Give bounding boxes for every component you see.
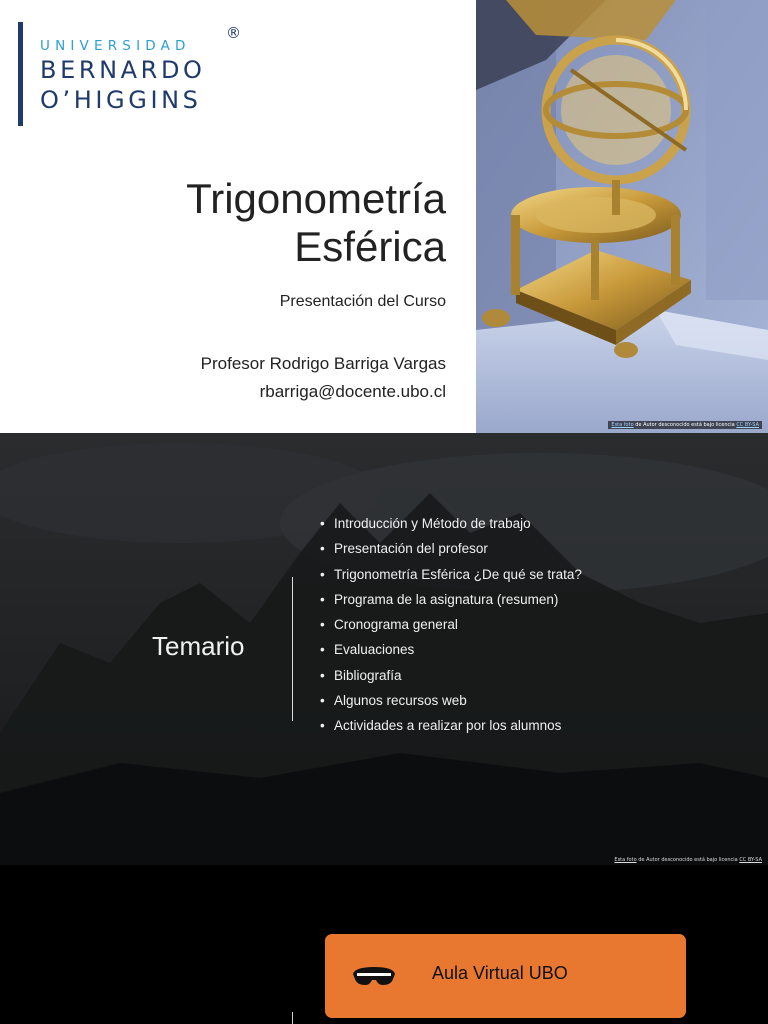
armillary-photo	[476, 0, 768, 433]
divider-line	[292, 1012, 293, 1024]
list-item: • Cronograma general	[320, 614, 582, 639]
bullet-icon: •	[320, 667, 325, 683]
slide-title	[186, 175, 446, 271]
list-item: • Presentación del profesor	[320, 538, 582, 563]
headset-vr-icon	[351, 965, 397, 987]
agenda-heading: Temario	[152, 631, 245, 661]
photo-credit-link[interactable]: Esta foto	[614, 857, 637, 863]
slide-subtitle: Presentación del Curso	[279, 293, 446, 310]
professor-email[interactable]: rbarriga@docente.ubo.cl	[259, 382, 446, 401]
agenda-list	[320, 513, 582, 741]
list-item: • Programa de la asignatura (resumen)	[320, 589, 582, 614]
license-link[interactable]: CC BY-SA	[739, 857, 762, 863]
professor-name: Profesor Rodrigo Barriga Vargas	[200, 354, 446, 373]
agenda-slide	[0, 433, 768, 865]
slide-title-line1: Trigonometría	[186, 175, 446, 222]
professor-info	[201, 350, 446, 406]
slide-title-line2: Esférica	[294, 223, 446, 270]
photo-credit	[614, 857, 762, 863]
aula-virtual-slide	[0, 866, 768, 1024]
logo-bernardo: BERNARDO	[40, 56, 206, 84]
photo-credit	[608, 421, 762, 429]
bullet-icon: •	[320, 541, 325, 557]
logo-registered-mark: ®	[226, 24, 241, 42]
photo-credit-link[interactable]: Esta foto	[611, 422, 634, 428]
bullet-icon: •	[320, 617, 325, 633]
bullet-icon: •	[320, 516, 325, 531]
armillary-sphere-image	[476, 0, 768, 433]
photo-credit-text: de Autor desconocido está bajo licencia	[633, 422, 737, 428]
logo-universidad: UNIVERSIDAD	[40, 38, 191, 54]
list-item: • Algunos recursos web	[320, 690, 582, 715]
list-item: • Trigonometría Esférica ¿De qué se trata?	[320, 564, 582, 589]
license-link[interactable]: CC BY-SA	[736, 422, 759, 428]
logo-ohiggins: O’HIGGINS	[40, 86, 202, 114]
bullet-icon: •	[320, 591, 325, 607]
list-item: • Bibliografía	[320, 665, 582, 690]
aula-virtual-button[interactable]	[325, 934, 686, 1018]
bullet-icon: •	[320, 693, 325, 709]
bullet-icon: •	[320, 566, 325, 582]
list-item: • Evaluaciones	[320, 639, 582, 664]
list-item: • Actividades a realizar por los alumnos	[320, 715, 582, 740]
bullet-icon: •	[320, 718, 325, 734]
title-slide	[0, 0, 768, 433]
university-logo	[18, 22, 248, 128]
logo-bar	[18, 22, 23, 126]
list-item: • Introducción y Método de trabajo	[320, 513, 582, 538]
photo-credit-text: de Autor desconocido está bajo licencia	[636, 857, 740, 863]
aula-virtual-label: Aula Virtual UBO	[432, 963, 568, 983]
divider-line	[292, 577, 293, 721]
bullet-icon: •	[320, 642, 325, 658]
